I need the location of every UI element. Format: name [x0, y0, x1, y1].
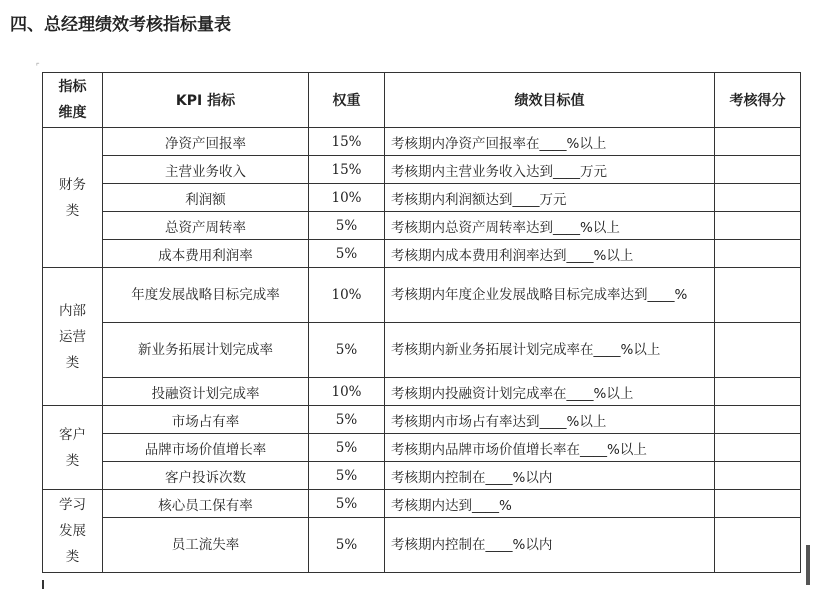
kpi-cell: 员工流失率: [103, 518, 309, 573]
score-cell[interactable]: [715, 518, 801, 573]
table-row: [43, 406, 801, 434]
table-row: [43, 240, 801, 268]
dimension-cell: 学习发展类: [43, 490, 103, 573]
score-cell[interactable]: [715, 156, 801, 184]
score-cell[interactable]: [715, 378, 801, 406]
scrollbar-thumb[interactable]: [806, 545, 810, 585]
dimension-cell: 内部运营类: [43, 268, 103, 406]
target-cell: 考核期内总资产周转率达到____%以上: [385, 212, 715, 240]
score-cell[interactable]: [715, 490, 801, 518]
header-weight: 权重: [309, 73, 385, 128]
dimension-cell: 财务类: [43, 128, 103, 268]
score-cell[interactable]: [715, 268, 801, 323]
kpi-cell: 主营业务收入: [103, 156, 309, 184]
weight-cell: 10%: [309, 268, 385, 323]
score-cell[interactable]: [715, 240, 801, 268]
table-row: [43, 490, 801, 518]
weight-cell: 5%: [309, 240, 385, 268]
target-cell: 考核期内成本费用利润率达到____%以上: [385, 240, 715, 268]
score-cell[interactable]: [715, 184, 801, 212]
kpi-cell: 市场占有率: [103, 406, 309, 434]
table-row: [43, 128, 801, 156]
table-row: [43, 378, 801, 406]
header-score: 考核得分: [715, 73, 801, 128]
header-target: 绩效目标值: [385, 73, 715, 128]
dimension-cell: 客户类: [43, 406, 103, 490]
kpi-cell: 品牌市场价值增长率: [103, 434, 309, 462]
score-cell[interactable]: [715, 434, 801, 462]
kpi-cell: 新业务拓展计划完成率: [103, 323, 309, 378]
table-row: [43, 434, 801, 462]
kpi-cell: 客户投诉次数: [103, 462, 309, 490]
weight-cell: 5%: [309, 518, 385, 573]
kpi-cell: 年度发展战略目标完成率: [103, 268, 309, 323]
target-cell: 考核期内净资产回报率在____%以上: [385, 128, 715, 156]
header-kpi: KPI 指标: [103, 73, 309, 128]
table-header-row: [43, 73, 801, 128]
weight-cell: 5%: [309, 212, 385, 240]
target-cell: 考核期内利润额达到____万元: [385, 184, 715, 212]
target-cell: 考核期内控制在____%以内: [385, 518, 715, 573]
weight-cell: 5%: [309, 434, 385, 462]
table-row: [43, 268, 801, 323]
kpi-cell: 核心员工保有率: [103, 490, 309, 518]
table-row: [43, 323, 801, 378]
score-cell[interactable]: [715, 406, 801, 434]
kpi-table: [42, 72, 801, 573]
table-row: [43, 518, 801, 573]
kpi-cell: 总资产周转率: [103, 212, 309, 240]
section-title: 四、总经理绩效考核指标量表: [10, 15, 231, 35]
score-cell[interactable]: [715, 128, 801, 156]
table-border-continuation: [42, 580, 44, 589]
weight-cell: 5%: [309, 406, 385, 434]
table-row: [43, 156, 801, 184]
target-cell: 考核期内达到____%: [385, 490, 715, 518]
kpi-cell: 净资产回报率: [103, 128, 309, 156]
score-cell[interactable]: [715, 462, 801, 490]
table-row: [43, 462, 801, 490]
weight-cell: 5%: [309, 323, 385, 378]
target-cell: 考核期内年度企业发展战略目标完成率达到____%: [385, 268, 715, 323]
table-row: [43, 212, 801, 240]
score-cell[interactable]: [715, 212, 801, 240]
kpi-cell: 利润额: [103, 184, 309, 212]
weight-cell: 5%: [309, 490, 385, 518]
table-anchor-icon: ⌜: [36, 62, 40, 71]
weight-cell: 10%: [309, 378, 385, 406]
target-cell: 考核期内新业务拓展计划完成率在____%以上: [385, 323, 715, 378]
target-cell: 考核期内品牌市场价值增长率在____%以上: [385, 434, 715, 462]
target-cell: 考核期内控制在____%以内: [385, 462, 715, 490]
weight-cell: 5%: [309, 462, 385, 490]
target-cell: 考核期内市场占有率达到____%以上: [385, 406, 715, 434]
target-cell: 考核期内主营业务收入达到____万元: [385, 156, 715, 184]
target-cell: 考核期内投融资计划完成率在____%以上: [385, 378, 715, 406]
kpi-cell: 投融资计划完成率: [103, 378, 309, 406]
kpi-cell: 成本费用利润率: [103, 240, 309, 268]
header-dimension: 指标维度: [43, 73, 103, 128]
weight-cell: 15%: [309, 156, 385, 184]
weight-cell: 15%: [309, 128, 385, 156]
weight-cell: 10%: [309, 184, 385, 212]
table-row: [43, 184, 801, 212]
score-cell[interactable]: [715, 323, 801, 378]
